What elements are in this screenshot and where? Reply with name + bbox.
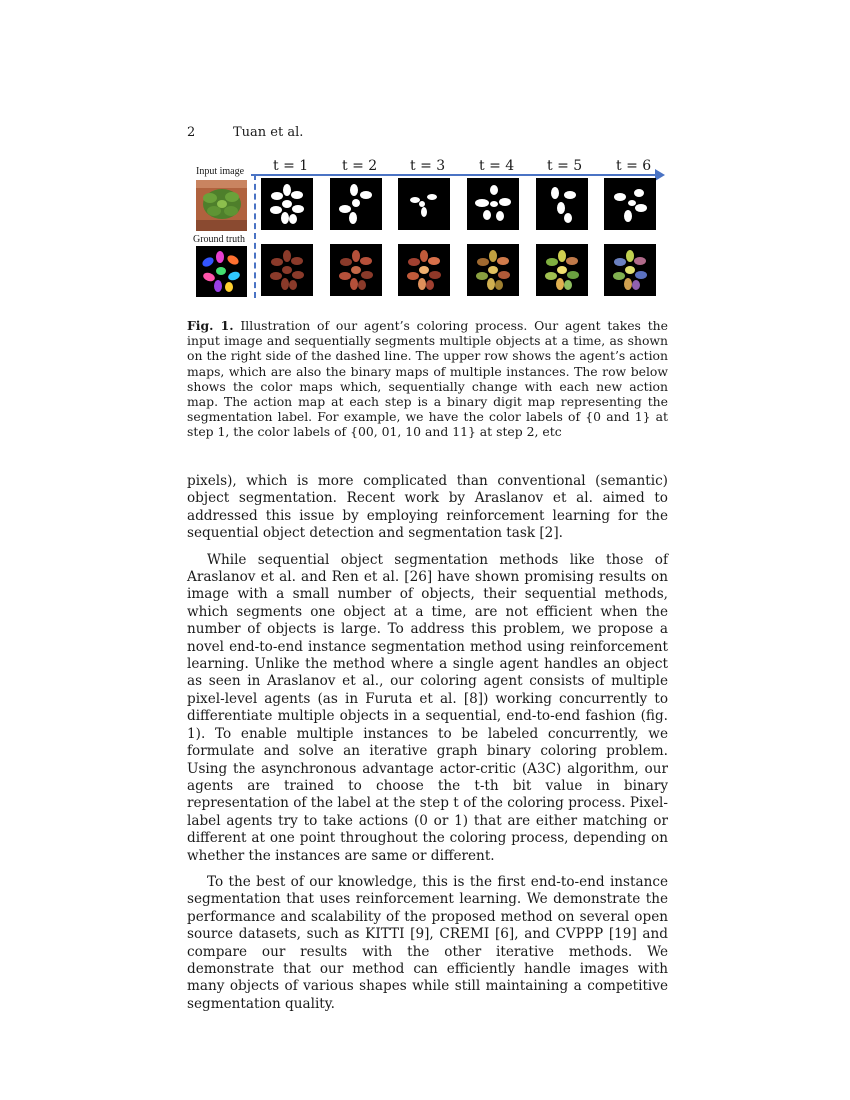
dashed-separator [254, 174, 256, 298]
running-head [187, 125, 303, 140]
body-text [187, 473, 668, 1013]
paragraph-2: While sequential object segmentation methods like those of Araslanov et al. and Ren et al. [26] have shown promising results on image with a small number of objects, their sequential methods, which segments one object at a time, are not efficient when the number of objects is large. To address this problem, we propose a novel end-to-end instance segmentation method using reinforcement learning. Unlike the method where a single agent handles an object as seen in Araslanov et al., our coloring agent consists of multiple pixel-level agents (as in Furuta et al. [8]) working concurrently to differentiate multiple objects in a sequential, end-to-end fashion (fig. 1). To enable multiple instances to be labeled concurrently, we formulate and solve an iterative graph binary coloring problem. Using the asynchronous advantage actor-critic (A3C) algorithm, our agents are trained to choose the t-th bit value in binary representation of the label at the step t of the coloring process. Pixel-label agents try to take actions (0 or 1) that are either matching or different at one point throughout the coloring process, depending on whether the instances are same or different. [187, 551, 668, 864]
input-image-label: Input image [196, 166, 245, 177]
running-authors: Tuan et al. [233, 125, 304, 140]
input-plant-image [196, 180, 247, 231]
action-map-step-2 [330, 178, 382, 230]
time-step-label: t = 4 [479, 158, 515, 174]
paragraph-3: To the best of our knowledge, this is the first end-to-end instance segmentation that uses reinforcement learning. We demonstrate the performance and scalability of the proposed method on several open source datasets, such as KITTI [9], CREMI [6], and CVPPP [19] and compare our results with the other iterative methods. We demonstrate that our method can efficiently handle images with many objects of various shapes while still maintaining a competitive segmentation quality. [187, 873, 668, 1012]
color-map-step-1 [261, 244, 313, 296]
color-map-step-4 [467, 244, 519, 296]
caption-text: Illustration of our agent’s coloring process. Our agent takes the input image and sequentially segments multiple objects at a time, as shown on the right side of the dashed line. The upper row shows the agent’s action maps, which are also the binary maps of multiple instances. The row below shows the color maps which, sequentially change with each new action map. The action map at each step is a binary digit map representing the segmentation label. For example, we have the color labels of {0 and 1} at step 1, the color labels of {00, 01, 10 and 11} at step 2, etc [187, 318, 668, 440]
action-map-step-5 [536, 178, 588, 230]
action-map-step-6 [604, 178, 656, 230]
page-number: 2 [187, 125, 196, 140]
time-step-label: t = 5 [547, 158, 583, 174]
ground-truth-image [196, 246, 247, 297]
time-step-label: t = 2 [342, 158, 378, 174]
ground-truth-label: Ground truth [193, 234, 245, 245]
color-map-step-6 [604, 244, 656, 296]
paragraph-1: pixels), which is more complicated than conventional (semantic) object segmentation. Recent work by Araslanov et al. aimed to addressed this issue by employing reinforcement learning for the sequential object detection and segmentation task [2]. [187, 473, 668, 542]
action-map-step-4 [467, 178, 519, 230]
time-step-label: t = 3 [410, 158, 446, 174]
action-map-step-1 [261, 178, 313, 230]
color-map-step-3 [398, 244, 450, 296]
figure-1 [187, 158, 667, 303]
color-map-step-2 [330, 244, 382, 296]
caption-label: Fig. 1. [187, 318, 234, 333]
timeline-arrow [251, 174, 657, 176]
action-map-step-3 [398, 178, 450, 230]
color-map-step-5 [536, 244, 588, 296]
figure-caption [187, 318, 668, 440]
time-step-label: t = 6 [616, 158, 652, 174]
time-step-label: t = 1 [273, 158, 309, 174]
timeline-arrowhead [655, 169, 665, 181]
